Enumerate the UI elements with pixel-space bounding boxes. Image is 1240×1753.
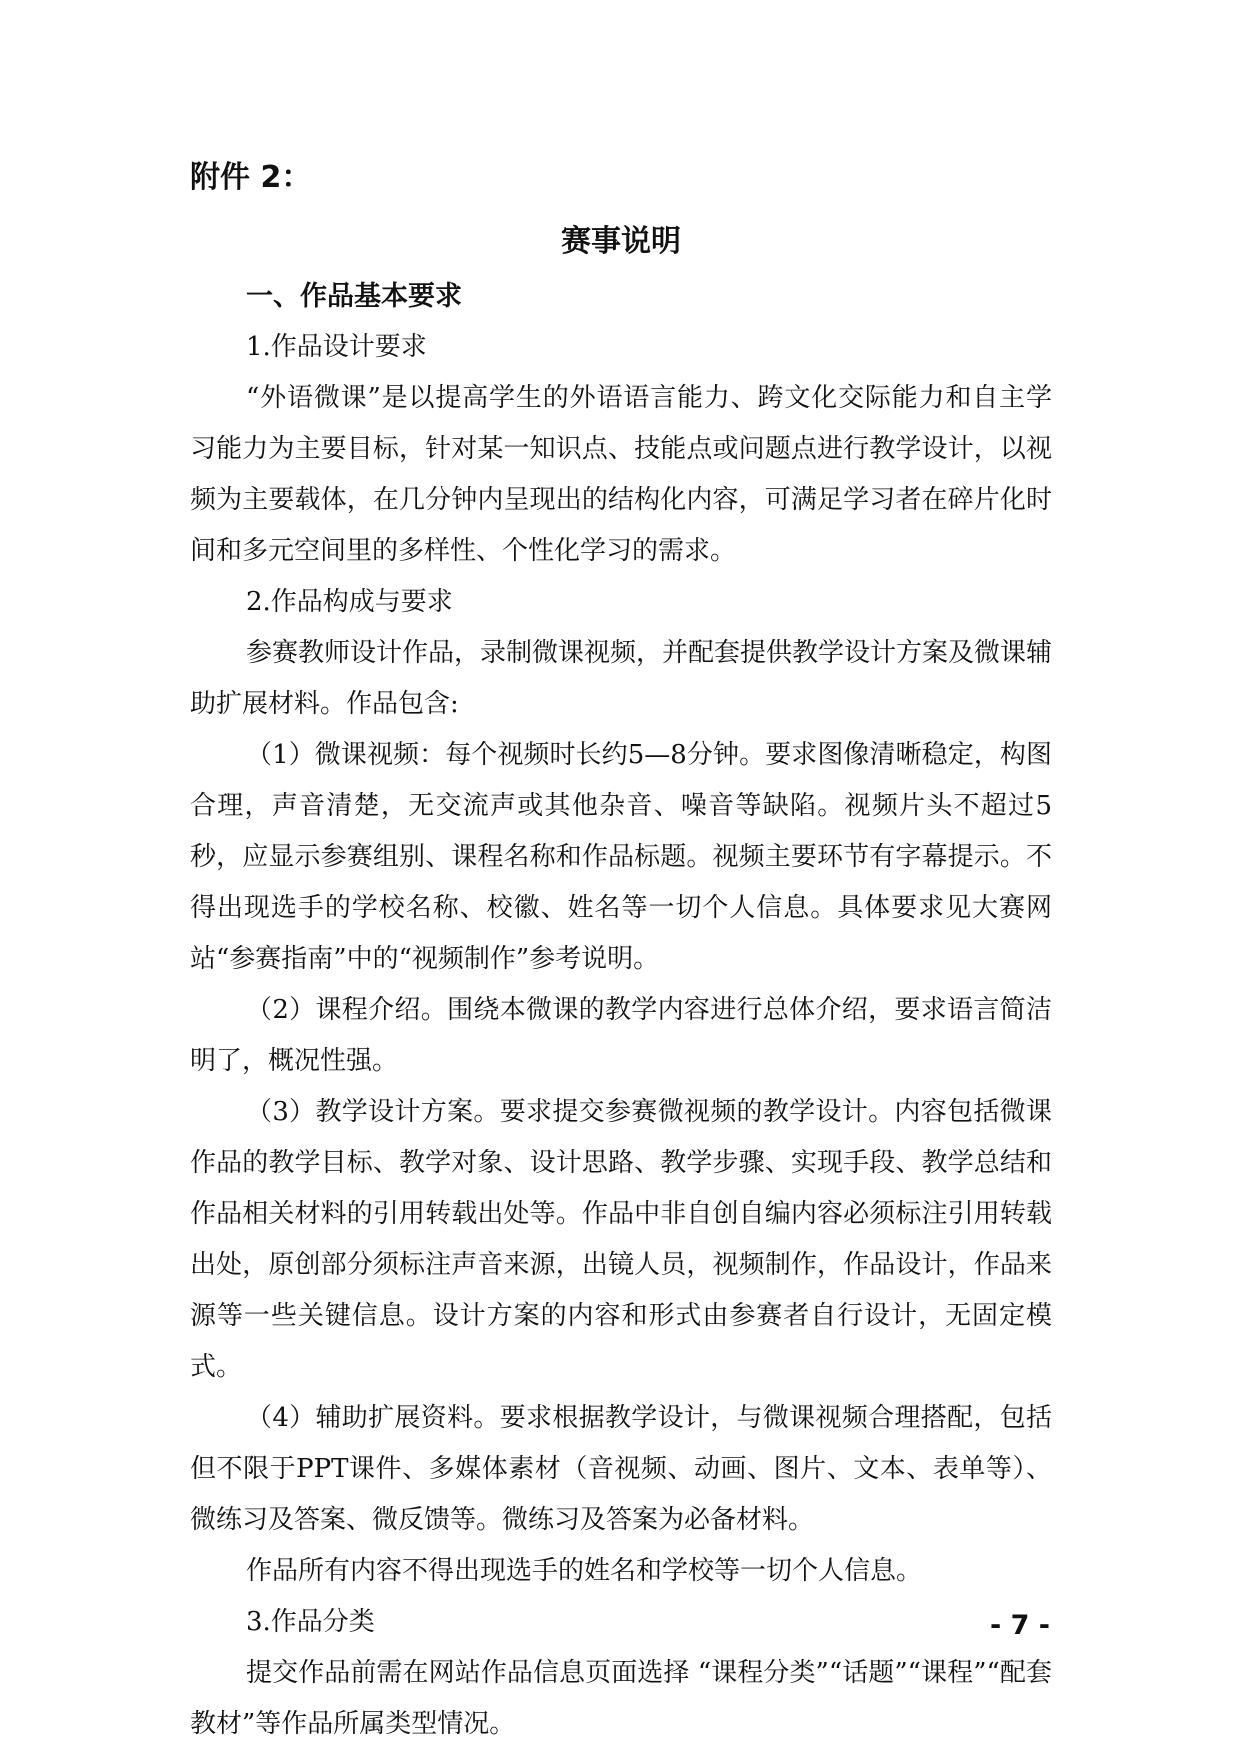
attachment-label: 附件 2：: [190, 160, 312, 195]
paragraph: 参赛教师设计作品，录制微课视频，并配套提供教学设计方案及微课辅助扩展材料。作品包含:: [190, 638, 1053, 719]
page-number: - 7 -: [990, 1610, 1050, 1641]
paragraph: 提交作品前需在网站作品信息页面选择 “课程分类”“话题”“课程”“配套教材”等作品所属类型情况。: [190, 1658, 1052, 1739]
list-item: （1）微课视频：每个视频时长约5—8分钟。要求图像清晰稳定，构图合理，声音清楚，无交流声或其他杂音、噪音等缺陷。视频片头不超过5秒，应显示参赛组别、课程名称和作品标题。视频主要环节有字幕提示。不得出现选手的学校名称、校徽、姓名等一切个人信息。具体要求见大赛网站“参赛指南”中的“视频制作”参考说明。: [190, 740, 1052, 974]
list-item: （2）课程介绍。围绕本微课的教学内容进行总体介绍，要求语言简洁明了，概况性强。: [190, 995, 1052, 1076]
paragraph: 作品所有内容不得出现选手的姓名和学校等一切个人信息。: [246, 1556, 923, 1586]
subsection-heading: 1.作品设计要求: [246, 332, 427, 362]
list-item: （3）教学设计方案。要求提交参赛微视频的教学设计。内容包括微课作品的教学目标、教学对象、设计思路、教学步骤、实现手段、教学总结和作品相关材料的引用转载出处等。作品中非自创自编内容必须标注引用转载出处，原创部分须标注声音来源，出镜人员，视频制作，作品设计，作品来源等一些关键信息。设计方案的内容和形式由参赛者自行设计，无固定模式。: [190, 1097, 1052, 1382]
subsection-heading: 2.作品构成与要求: [246, 587, 453, 617]
document-title: 赛事说明: [561, 224, 681, 259]
list-item: （4）辅助扩展资料。要求根据教学设计，与微课视频合理搭配，包括但不限于PPT课件、多媒体素材（音视频、动画、图片、文本、表单等）、微练习及答案、微反馈等。微练习及答案为必备材料。: [190, 1403, 1052, 1535]
section-heading: 一、作品基本要求: [246, 281, 462, 312]
document-body: [190, 150, 1052, 1750]
paragraph: “外语微课”是以提高学生的外语语言能力、跨文化交际能力和自主学习能力为主要目标，针对某一知识点、技能点或问题点进行教学设计，以视频为主要载体，在几分钟内呈现出的结构化内容，可满足学习者在碎片化时间和多元空间里的多样性、个性化学习的需求。: [190, 383, 1052, 566]
subsection-heading: 3.作品分类: [246, 1607, 375, 1637]
